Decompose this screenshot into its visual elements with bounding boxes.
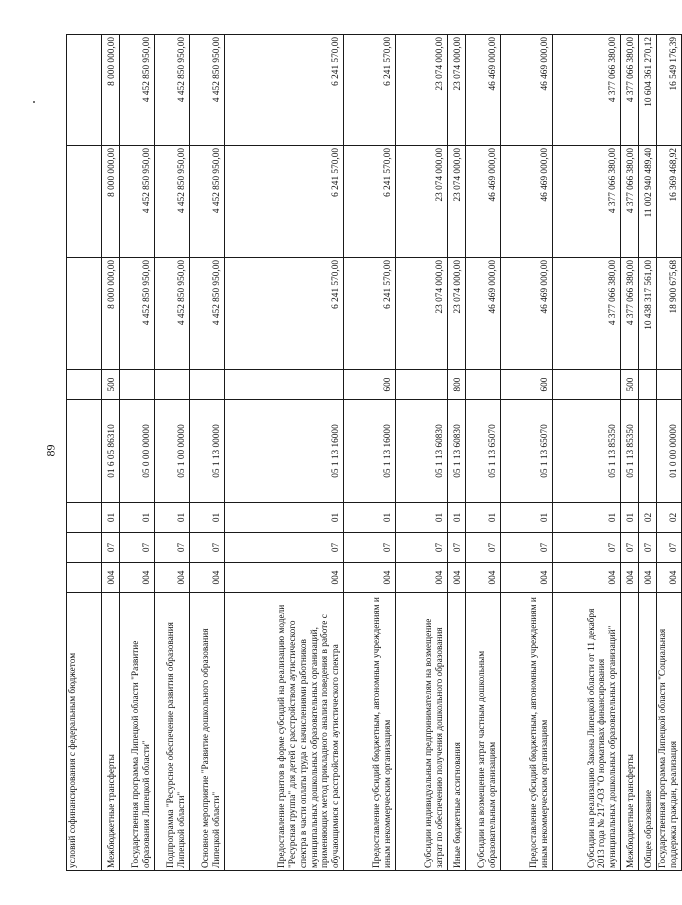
cell-s1: 6 241 570,00 [344,258,396,370]
page-number: 89 [43,444,58,457]
cell-s3: 23 074 000,00 [448,35,466,146]
cell-s3: 16 549 176,39 [657,35,682,146]
cell-csr: 05 1 13 65070 [466,400,501,503]
table-row [657,35,682,871]
cell-s3 [67,35,102,146]
cell-name: Иные бюджетные ассигнования [448,593,466,871]
cell-csr: 05 0 00 00000 [120,400,155,503]
cell-pr: 01 [102,503,120,533]
cell-csr: 05 1 13 85350 [621,400,639,503]
cell-rz: 07 [466,533,501,563]
cell-ved [67,563,102,593]
table-row [344,35,396,871]
cell-s1: 23 074 000,00 [396,258,448,370]
table-row [155,35,190,871]
cell-s2: 46 469 000,00 [466,146,501,258]
cell-name: Субсидии индивидуальным предпринимателям на возмещение затрат по обеспечению получения дошкольного образования [396,593,448,871]
cell-csr: 05 1 13 16000 [225,400,344,503]
cell-s1: 4 377 066 380,00 [621,258,639,370]
cell-rz: 07 [448,533,466,563]
cell-ved: 004 [155,563,190,593]
cell-vr [639,370,657,400]
cell-s3: 10 604 361 270,12 [639,35,657,146]
cell-s1: 8 000 000,00 [102,258,120,370]
cell-rz: 07 [501,533,553,563]
cell-vr [190,370,225,400]
cell-s2: 4 377 066 380,00 [553,146,621,258]
cell-s2: 46 469 000,00 [501,146,553,258]
cell-csr: 01 0 00 00000 [657,400,682,503]
cell-s2: 8 000 000,00 [102,146,120,258]
cell-csr: 05 1 13 85350 [553,400,621,503]
cell-vr: 800 [448,370,466,400]
cell-s1: 4 452 850 950,00 [155,258,190,370]
cell-vr [396,370,448,400]
cell-rz: 07 [639,533,657,563]
cell-ved: 004 [466,563,501,593]
cell-csr: 05 1 13 00000 [190,400,225,503]
cell-vr [553,370,621,400]
budget-table [66,34,682,871]
cell-s2: 23 074 000,00 [448,146,466,258]
cell-rz: 07 [120,533,155,563]
cell-ved: 004 [396,563,448,593]
cell-pr: 02 [657,503,682,533]
table-row [639,35,657,871]
table-row [553,35,621,871]
cell-name: Государственная программа Липецкой области "Развитие образования Липецкой области" [120,593,155,871]
cell-rz: 07 [657,533,682,563]
cell-s3: 8 000 000,00 [102,35,120,146]
cell-pr: 01 [155,503,190,533]
cell-ved: 004 [639,563,657,593]
cell-s3: 46 469 000,00 [466,35,501,146]
cell-rz [67,533,102,563]
cell-s1: 18 900 675,68 [657,258,682,370]
cell-s1: 4 452 850 950,00 [120,258,155,370]
cell-rz: 07 [190,533,225,563]
table-row [501,35,553,871]
cell-s2: 4 377 066 380,00 [621,146,639,258]
cell-s3: 6 241 570,00 [225,35,344,146]
cell-s2: 4 452 850 950,00 [120,146,155,258]
cell-csr: 05 1 13 60830 [396,400,448,503]
cell-rz: 07 [155,533,190,563]
table-row [225,35,344,871]
cell-s2: 4 452 850 950,00 [155,146,190,258]
cell-pr: 01 [501,503,553,533]
table-row [448,35,466,871]
cell-s3: 23 074 000,00 [396,35,448,146]
cell-csr [639,400,657,503]
table-row [102,35,120,871]
cell-s2 [67,146,102,258]
cell-pr: 01 [396,503,448,533]
cell-ved: 004 [501,563,553,593]
cell-vr [155,370,190,400]
cell-csr: 05 1 00 00000 [155,400,190,503]
scan-speck [33,101,35,103]
cell-s1: 4 452 850 950,00 [190,258,225,370]
cell-pr: 01 [190,503,225,533]
cell-vr: 500 [102,370,120,400]
cell-vr [225,370,344,400]
cell-name: Общее образование [639,593,657,871]
cell-ved: 004 [120,563,155,593]
cell-s3: 4 377 066 380,00 [621,35,639,146]
cell-pr: 01 [553,503,621,533]
cell-name: Основное мероприятие "Развитие дошкольного образования Липецкой области" [190,593,225,871]
cell-csr: 05 1 13 65070 [501,400,553,503]
cell-csr: 05 1 13 16000 [344,400,396,503]
cell-name: Подпрограмма "Ресурсное обеспечение развития образования Липецкой области" [155,593,190,871]
cell-s1: 10 438 317 561,00 [639,258,657,370]
cell-pr: 01 [120,503,155,533]
cell-s1: 46 469 000,00 [501,258,553,370]
cell-ved: 004 [621,563,639,593]
cell-s1: 4 377 066 380,00 [553,258,621,370]
cell-name: Межбюджетные трансферты [102,593,120,871]
cell-vr [120,370,155,400]
cell-ved: 004 [190,563,225,593]
table-row [621,35,639,871]
cell-name: Субсидии на возмещение затрат частным дошкольным образовательным организациям [466,593,501,871]
cell-s3: 6 241 570,00 [344,35,396,146]
cell-pr: 02 [639,503,657,533]
cell-s3: 46 469 000,00 [501,35,553,146]
cell-pr: 01 [621,503,639,533]
cell-name: Предоставление грантов в форме субсидий на реализацию модели "Ресурсная группа" для детей с расстройством аутистического спектра в части оплаты труда с начислениями работников муниципальных дошкольных образовательных организаций, применяющих метод прикладного анализа поведения в работе с обучающимися с расстройством аутистического спектра [225,593,344,871]
cell-name: Субсидии на реализацию Закона Липецкой области от 11 декабря 2013 года № 217-ОЗ "О нормативах финансирования муниципальных дошкольных образовательных организаций" [553,593,621,871]
cell-s2: 4 452 850 950,00 [190,146,225,258]
cell-s2: 16 369 468,92 [657,146,682,258]
cell-ved: 004 [102,563,120,593]
cell-s2: 6 241 570,00 [225,146,344,258]
cell-vr [466,370,501,400]
cell-vr: 600 [501,370,553,400]
table-row [396,35,448,871]
cell-vr [67,370,102,400]
cell-name: условий софинансирования с федеральным бюджетом [67,593,102,871]
cell-ved: 004 [553,563,621,593]
cell-vr: 600 [344,370,396,400]
cell-name: Государственная программа Липецкой области "Социальная поддержка граждан, реализация [657,593,682,871]
cell-s1 [67,258,102,370]
cell-s3: 4 452 850 950,00 [155,35,190,146]
cell-s2: 11 002 940 489,40 [639,146,657,258]
rotated-table-container [66,35,679,871]
cell-csr: 01 6 05 86310 [102,400,120,503]
cell-name: Межбюджетные трансферты [621,593,639,871]
table-row [67,35,102,871]
cell-rz: 07 [553,533,621,563]
cell-ved: 004 [225,563,344,593]
table-row [466,35,501,871]
cell-s1: 23 074 000,00 [448,258,466,370]
cell-pr [67,503,102,533]
cell-s2: 23 074 000,00 [396,146,448,258]
cell-pr: 01 [344,503,396,533]
cell-rz: 07 [621,533,639,563]
cell-s3: 4 377 066 380,00 [553,35,621,146]
cell-rz: 07 [344,533,396,563]
cell-vr: 500 [621,370,639,400]
cell-pr: 01 [466,503,501,533]
cell-csr: 05 1 13 60830 [448,400,466,503]
cell-vr [657,370,682,400]
cell-csr [67,400,102,503]
cell-name: Предоставление субсидий бюджетным, автономным учреждениям и иным некоммерческим организациям [501,593,553,871]
cell-pr: 01 [448,503,466,533]
cell-s3: 4 452 850 950,00 [120,35,155,146]
cell-s2: 6 241 570,00 [344,146,396,258]
table-row [190,35,225,871]
table-body [67,35,682,871]
cell-name: Предоставление субсидий бюджетным, автономным учреждениям и иным некоммерческим организациям [344,593,396,871]
cell-ved: 004 [344,563,396,593]
cell-pr: 01 [225,503,344,533]
cell-ved: 004 [657,563,682,593]
cell-s3: 4 452 850 950,00 [190,35,225,146]
cell-rz: 07 [225,533,344,563]
cell-s1: 6 241 570,00 [225,258,344,370]
table-row [120,35,155,871]
cell-rz: 07 [396,533,448,563]
cell-s1: 46 469 000,00 [466,258,501,370]
cell-rz: 07 [102,533,120,563]
cell-ved: 004 [448,563,466,593]
